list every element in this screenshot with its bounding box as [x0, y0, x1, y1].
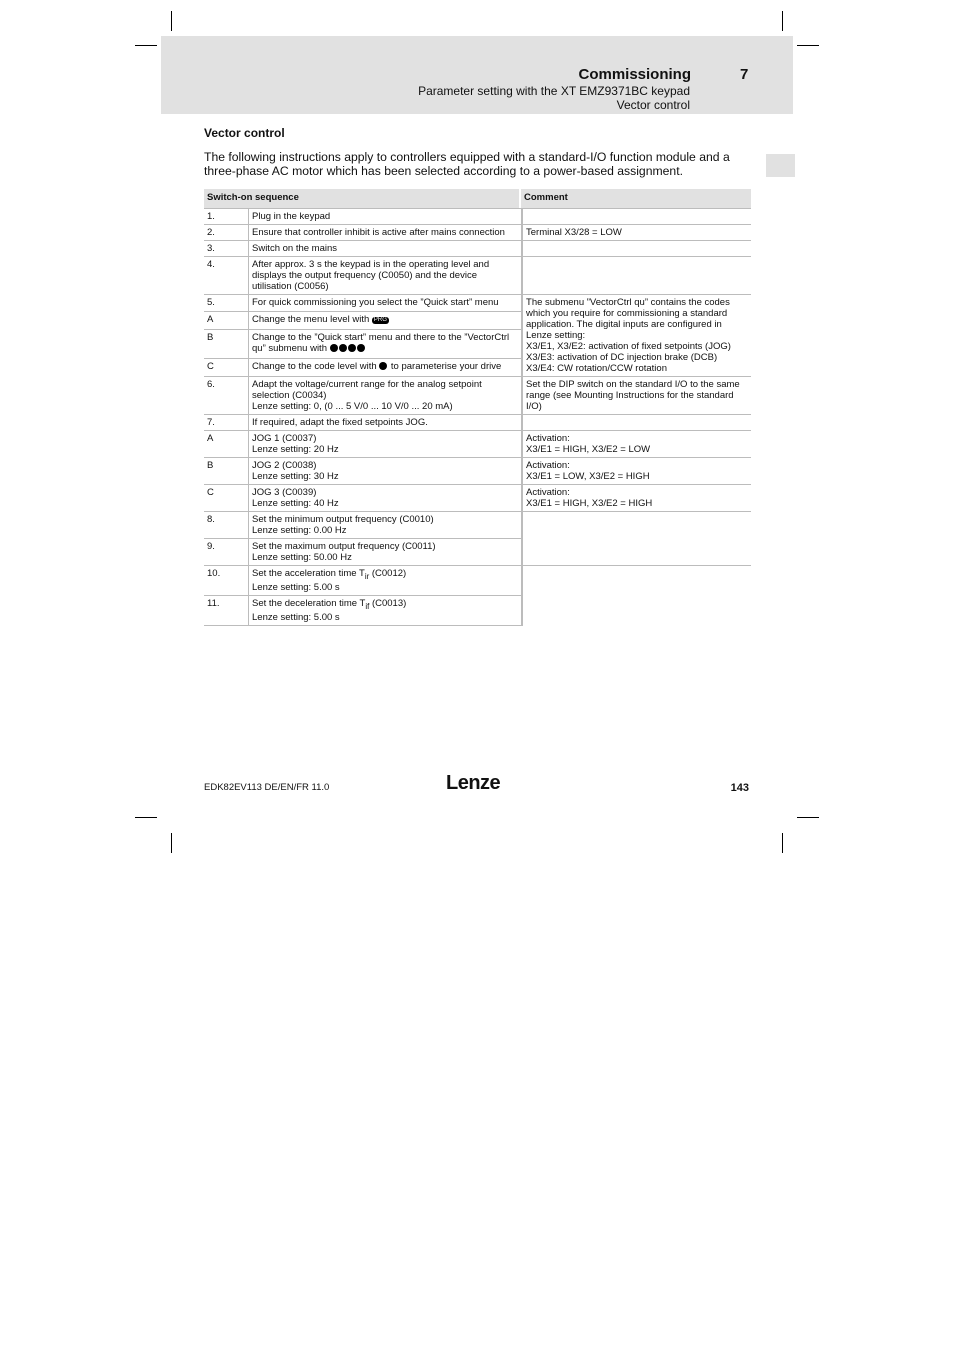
step-text	[248, 565, 521, 595]
step-text-line: Lenze setting: 30 Hz	[252, 471, 339, 482]
header-band	[161, 36, 793, 114]
header-subtitle: Parameter setting with the XT EMZ9371BC keypad	[418, 84, 690, 98]
crop-mark	[797, 817, 819, 818]
comment-line: Activation:	[526, 433, 570, 444]
step-comment	[521, 208, 751, 224]
step-text-line	[252, 598, 518, 612]
step-text	[248, 329, 521, 359]
step-comment: Terminal X3/28 = LOW	[521, 224, 751, 240]
step-comment	[521, 430, 751, 457]
step-text	[248, 311, 521, 328]
step-number: 9.	[204, 538, 248, 565]
step-text-part: Change the menu level with	[252, 314, 370, 326]
chapter-number: 7	[740, 66, 749, 83]
step-text-line: JOG 1 (C0037)	[252, 433, 317, 444]
header-subtitle-2: Vector control	[616, 98, 690, 112]
step-number: 5.	[204, 294, 248, 311]
step-comment	[521, 414, 751, 430]
crop-mark	[135, 45, 157, 46]
step-text: Switch on the mains	[248, 240, 521, 256]
step-text	[248, 358, 521, 376]
step-comment	[521, 294, 751, 376]
step-comment	[521, 484, 751, 511]
chapter-side-tab	[766, 154, 795, 177]
arrow-right-key-icon	[379, 362, 387, 370]
step-text-line: Lenze setting: 50.00 Hz	[252, 552, 352, 563]
step-number: 8.	[204, 511, 248, 538]
table-row	[204, 511, 751, 538]
table-row	[204, 240, 751, 256]
step-text-part: Change to the code level with	[252, 361, 377, 373]
table-row	[204, 294, 751, 311]
step-text-line: Set the maximum output frequency (C0011)	[252, 541, 436, 552]
subscript: if	[365, 601, 370, 611]
step-text-line	[252, 568, 518, 582]
step-text-line: Lenze setting: 40 Hz	[252, 498, 339, 509]
table-row	[204, 376, 751, 414]
comment-line: X3/E1 = HIGH, X3/E2 = HIGH	[526, 498, 653, 509]
step-text	[248, 484, 521, 511]
step-comment	[521, 565, 751, 626]
step-text-part: Change to the ”Quick start” menu and there to the ”VectorCtrl qu” submenu with	[252, 331, 510, 354]
table-row	[204, 208, 751, 224]
crop-mark	[171, 833, 172, 853]
intro-paragraph: The following instructions apply to controllers equipped with a standard-I/O function module and a three-phase AC motor which has been selected according to a power-based assignment.	[204, 150, 730, 178]
step-text	[248, 538, 521, 565]
substep-letter: C	[204, 484, 248, 511]
step-text-line: Lenze setting: 0.00 Hz	[252, 525, 347, 536]
comment-line: X3/E1 = LOW, X3/E2 = HIGH	[526, 471, 650, 482]
step-text-line: Lenze setting: 5.00 s	[252, 581, 340, 593]
table-row	[204, 484, 751, 511]
crop-mark	[782, 833, 783, 853]
step-text	[248, 457, 521, 484]
table-row	[204, 457, 751, 484]
crop-mark	[171, 11, 172, 31]
step-text-line: Lenze setting: 0, (0 ... 5 V/0 ... 10 V/0 ... 20 mA)	[252, 401, 453, 412]
step-text	[248, 511, 521, 538]
step-number: 7.	[204, 414, 248, 430]
page-number: 143	[730, 782, 749, 794]
comment-line: Activation:	[526, 487, 570, 498]
substep-letter: B	[204, 329, 248, 359]
switch-on-sequence-table	[204, 189, 751, 626]
step-text-line: JOG 2 (C0038)	[252, 460, 317, 471]
comment-line: The submenu ”VectorCtrl qu” contains the codes which you require for commissioning a standard application. The digital inputs are configured in Lenze setting:	[526, 297, 730, 341]
step-number: 11.	[204, 595, 248, 626]
step-number: 4.	[204, 256, 248, 294]
step-text	[248, 595, 521, 626]
step-comment	[521, 511, 751, 565]
step-comment	[521, 256, 751, 294]
substep-letter: A	[204, 311, 248, 328]
arrow-key-icon	[357, 344, 365, 352]
step-number: 1.	[204, 208, 248, 224]
prg-key-icon: PRG	[373, 317, 387, 324]
step-text: Plug in the keypad	[248, 208, 521, 224]
comment-line: X3/E4: CW rotation/CCW rotation	[526, 363, 667, 374]
step-text-part: Set the deceleration time T	[252, 597, 366, 609]
step-text-line: Lenze setting: 5.00 s	[252, 611, 340, 623]
subscript: ir	[364, 571, 370, 581]
document-id: EDK82EV113 DE/EN/FR 11.0	[204, 782, 330, 793]
substep-letter: B	[204, 457, 248, 484]
step-number: 2.	[204, 224, 248, 240]
step-text: For quick commissioning you select the ”Quick start” menu	[248, 294, 521, 311]
table-row	[204, 430, 751, 457]
step-text-part: Set the acceleration time T	[252, 568, 365, 579]
step-comment	[521, 240, 751, 256]
step-number: 3.	[204, 240, 248, 256]
step-text-line: Adapt the voltage/current range for the analog setpoint selection (C0034)	[252, 379, 482, 401]
comment-line: Activation:	[526, 460, 570, 471]
table-row	[204, 224, 751, 240]
comment-line: X3/E3: activation of DC injection brake (DCB)	[526, 352, 718, 363]
arrow-key-icon	[348, 344, 356, 352]
step-text: If required, adapt the fixed setpoints JOG.	[248, 414, 521, 430]
step-text-part: to parameterise your drive	[390, 361, 502, 373]
step-comment: Set the DIP switch on the standard I/O to the same range (see Mounting Instructions for the standard I/O)	[521, 376, 751, 414]
arrow-key-icon	[339, 344, 347, 352]
step-text-line: Lenze setting: 20 Hz	[252, 444, 339, 455]
crop-mark	[782, 11, 783, 31]
substep-letter: C	[204, 358, 248, 376]
section-title: Vector control	[204, 126, 285, 140]
step-text-part: (C0013)	[371, 597, 407, 609]
step-comment	[521, 457, 751, 484]
step-text-part: (C0012)	[371, 568, 407, 579]
substep-letter: A	[204, 430, 248, 457]
lenze-logo: Lenze	[446, 772, 501, 794]
table-row	[204, 565, 751, 595]
step-number: 10.	[204, 565, 248, 595]
crop-mark	[797, 45, 819, 46]
step-text	[248, 430, 521, 457]
step-text	[248, 376, 521, 414]
comment-line: X3/E1, X3/E2: activation of fixed setpoints (JOG)	[526, 341, 731, 352]
table-row	[204, 256, 751, 294]
crop-mark	[135, 817, 157, 818]
table-row	[204, 414, 751, 430]
step-number: 6.	[204, 376, 248, 414]
table-header-row	[204, 189, 751, 208]
chapter-title: Commissioning	[578, 66, 691, 83]
step-text-line: JOG 3 (C0039)	[252, 487, 317, 498]
step-text: Ensure that controller inhibit is active after mains connection	[248, 224, 521, 240]
arrow-key-icon	[330, 344, 338, 352]
column-header-comment: Comment	[521, 189, 751, 208]
step-text: After approx. 3 s the keypad is in the operating level and displays the output frequency (C0050) and the device utilisation (C0056)	[248, 256, 521, 294]
column-header-sequence: Switch-on sequence	[204, 189, 521, 208]
step-text-line: Set the minimum output frequency (C0010)	[252, 514, 434, 525]
comment-line: X3/E1 = HIGH, X3/E2 = LOW	[526, 444, 651, 455]
